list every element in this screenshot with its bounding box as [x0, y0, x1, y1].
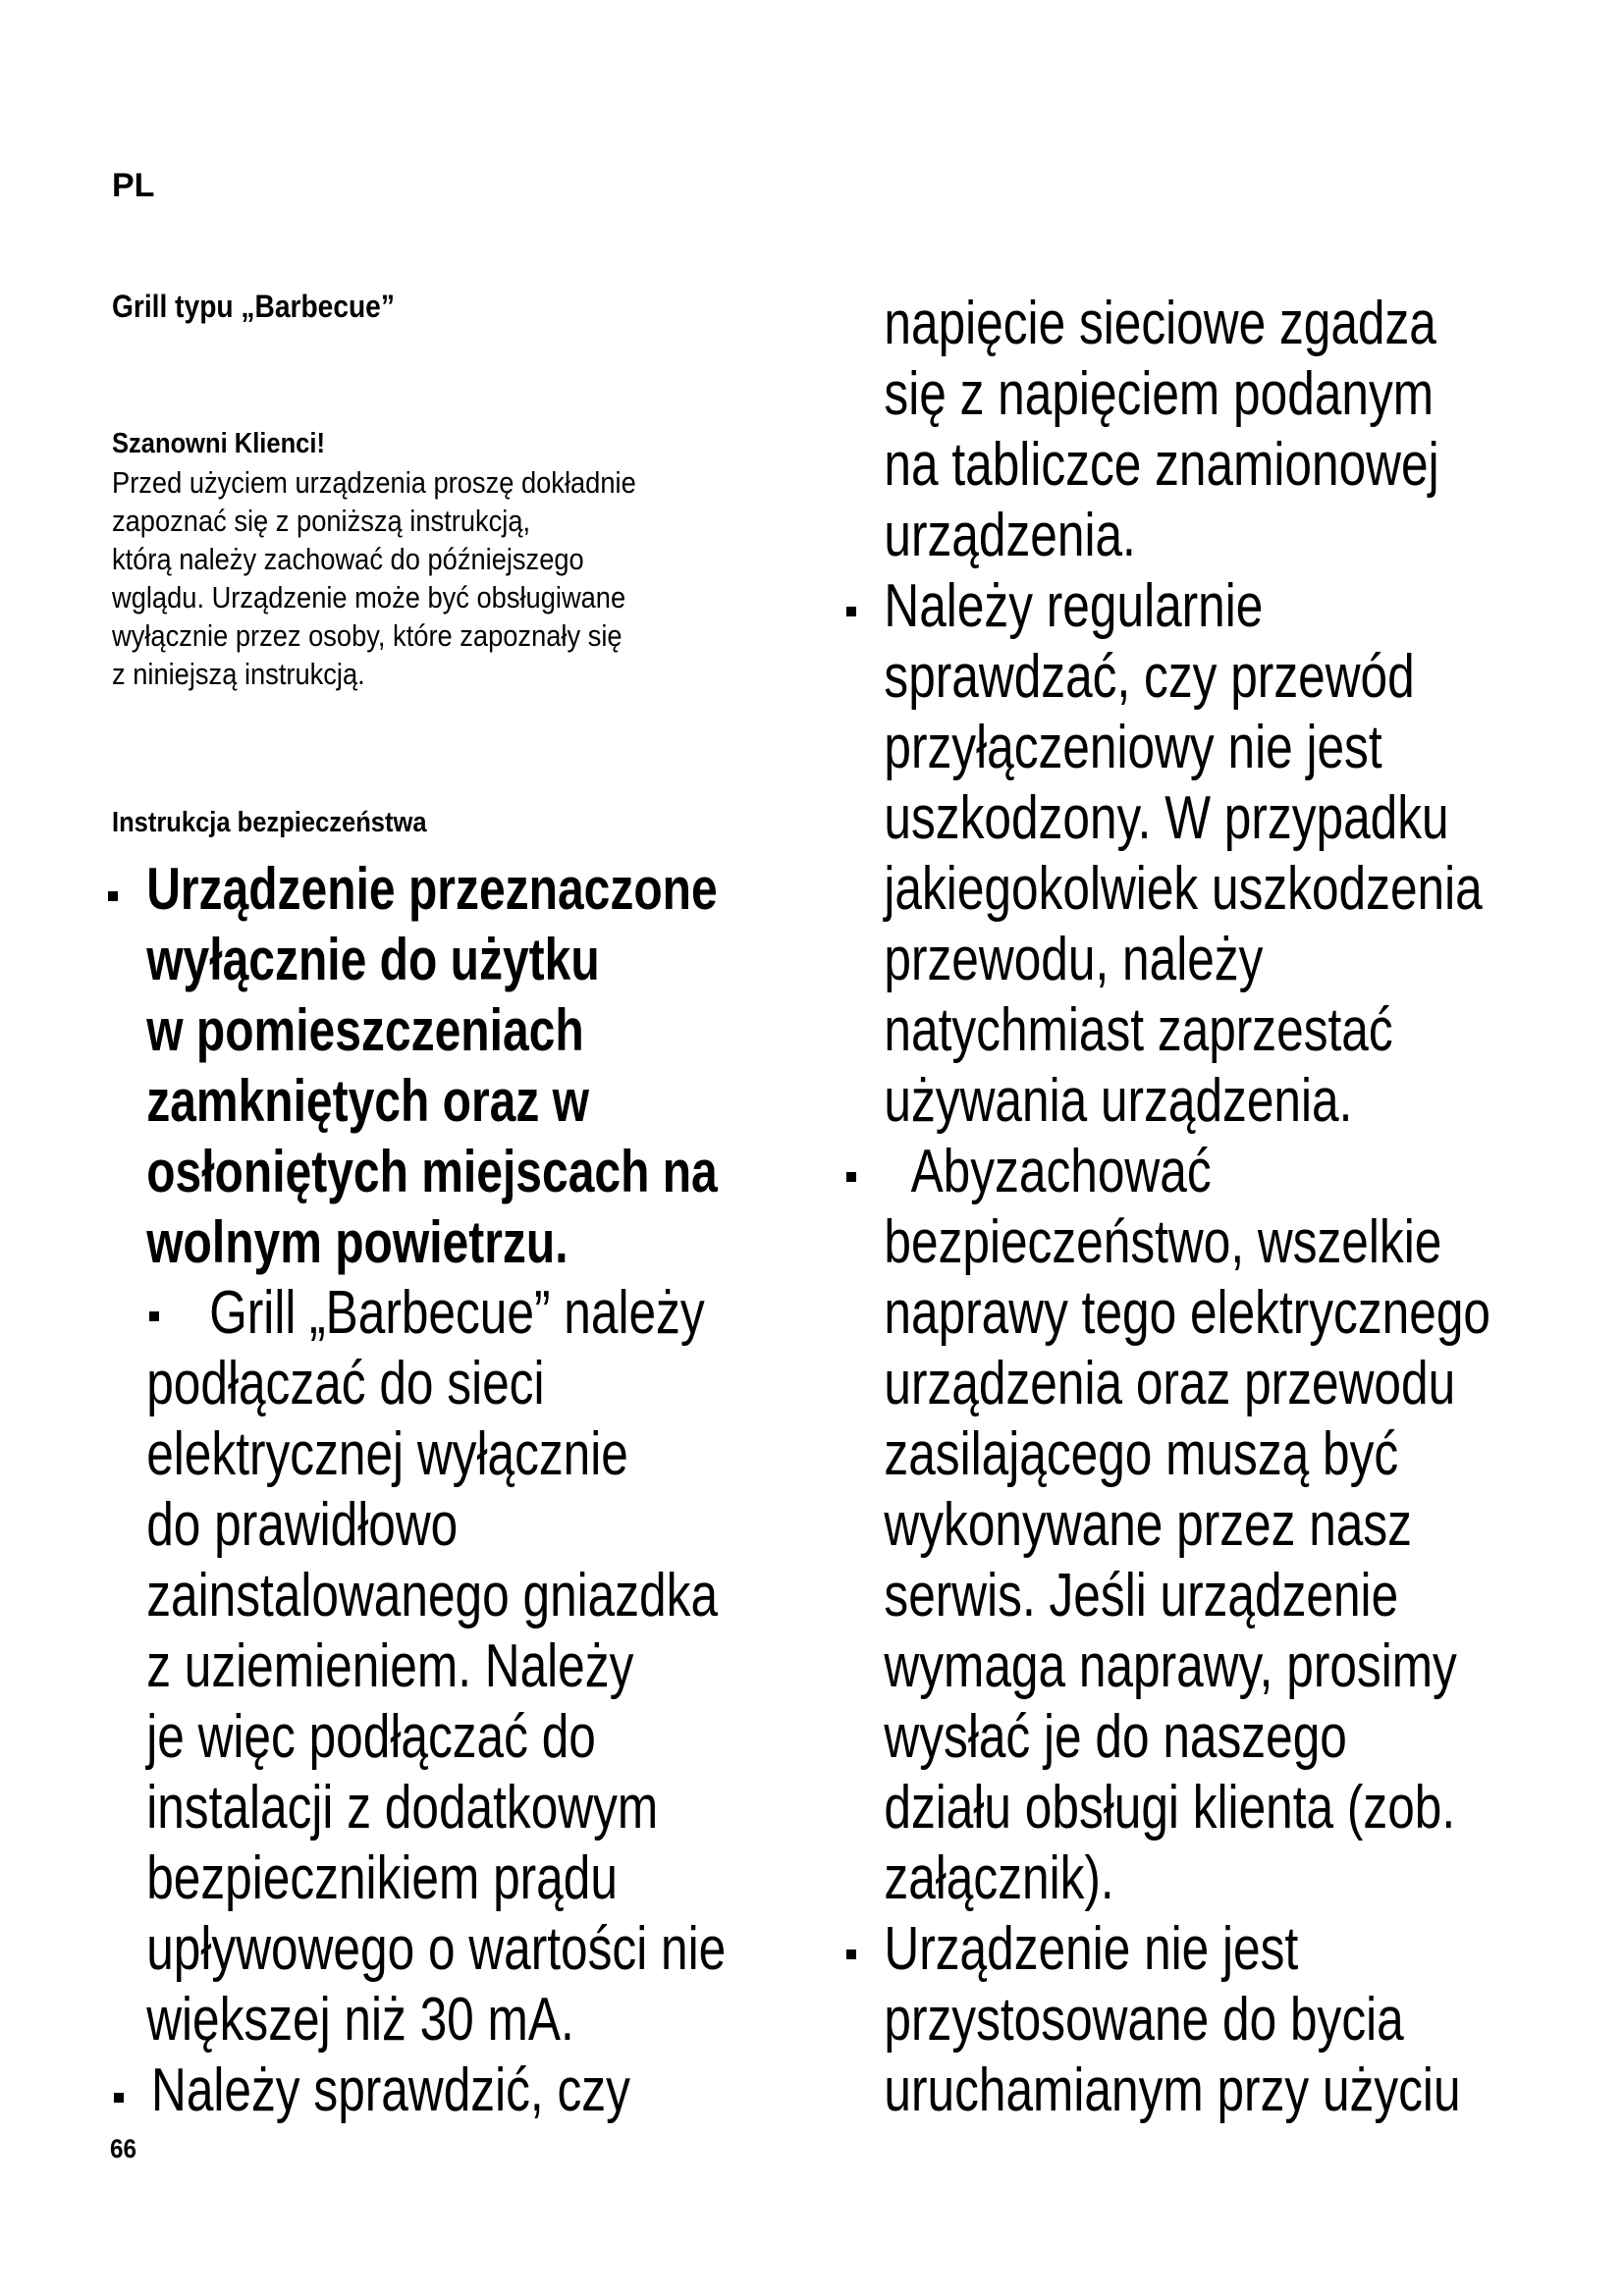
item-line: uszkodzony. W przypadku	[884, 784, 1449, 852]
item-line: napięcie sieciowe zgadza	[884, 290, 1436, 357]
item-line: przystosowane do bycia	[884, 1986, 1404, 2054]
left-column	[112, 854, 839, 2126]
item-text	[112, 1278, 853, 2056]
intro-line: którą należy zachować do późniejszego	[112, 542, 584, 576]
item-line: przewodu, należy	[884, 926, 1264, 993]
item-line: Urządzenie przeznaczone	[146, 856, 718, 922]
safety-item-voltage-continued	[846, 289, 1553, 571]
document-title: Grill typu „Barbecue”	[112, 289, 395, 324]
item-line: używania urządzenia.	[884, 1067, 1353, 1135]
safety-heading: Instrukcja bezpieczeństwa	[112, 807, 427, 838]
item-line: bezpiecznikiem prądu	[146, 1844, 618, 1912]
item-line: bezpieczeństwo, wszelkie	[884, 1208, 1442, 1276]
item-text	[112, 2056, 858, 2126]
item-line: je więc podłączać do	[146, 1703, 596, 1771]
item-line: uruchamianym przy użyciu	[884, 2056, 1461, 2124]
item-text	[846, 1137, 1591, 1914]
item-line: urządzenia.	[884, 502, 1136, 569]
item-line: Grill „Barbecue” należy	[209, 1279, 705, 1347]
item-line: upływowego o wartości nie	[146, 1915, 727, 1983]
item-line: podłączać do sieci	[146, 1350, 545, 1417]
item-line: elektrycznej wyłącznie	[146, 1420, 628, 1488]
item-line: większej niż 30 mA.	[146, 1986, 574, 2054]
item-line: sprawdzać, czy przewód	[884, 643, 1415, 711]
item-line: wysłać je do naszego	[884, 1703, 1347, 1771]
item-line: wymaga naprawy, prosimy	[884, 1632, 1457, 1700]
safety-item-grounded-socket	[112, 1278, 839, 2056]
intro-line: wyłącznie przez osoby, które zapoznały się	[112, 618, 623, 653]
right-column	[846, 289, 1553, 2126]
intro-line: z niniejszą instrukcją.	[112, 657, 365, 691]
item-line: do prawidłowo	[146, 1491, 459, 1559]
intro-line: wglądu. Urządzenie może być obsługiwane	[112, 580, 626, 614]
item-line: naprawy tego elektrycznego	[884, 1279, 1491, 1347]
item-line: w pomieszczeniach	[146, 997, 584, 1063]
safety-item-inspect-cable	[846, 571, 1553, 1137]
item-text	[112, 854, 853, 1278]
intro-line: zapoznać się z poniższą instrukcją,	[112, 504, 531, 538]
item-line: przyłączeniowy nie jest	[884, 714, 1382, 781]
item-line: osłoniętych miejscach na	[146, 1139, 718, 1204]
item-line: urządzenia oraz przewodu	[884, 1350, 1456, 1417]
item-line: Należy regularnie	[884, 572, 1264, 640]
item-line: działu obsługi klienta (zob.	[884, 1774, 1456, 1842]
intro-section	[112, 424, 858, 693]
item-line: wykonywane przez nasz	[884, 1491, 1412, 1559]
item-line: Urządzenie nie jest	[884, 1915, 1299, 1983]
safety-item-external-timer	[846, 1914, 1553, 2126]
language-label: PL	[112, 167, 155, 204]
item-line: jakiegokolwiek uszkodzenia	[884, 855, 1483, 923]
page-number: 66	[110, 2134, 137, 2163]
item-line: zainstalowanego gniazdka	[146, 1562, 719, 1629]
item-line: się z napięciem podanym	[884, 360, 1435, 428]
item-line: z uziemieniem. Należy	[146, 1632, 634, 1700]
item-line: natychmiast zaprzestać	[884, 996, 1393, 1064]
item-text	[846, 289, 1591, 571]
item-line: instalacji z dodatkowym	[146, 1774, 659, 1842]
item-line: Abyzachować	[910, 1138, 1212, 1205]
item-line: wolnym powietrzu.	[146, 1209, 568, 1275]
intro-line: Przed użyciem urządzenia proszę dokładnie	[112, 465, 636, 500]
safety-item-service-repairs	[846, 1137, 1553, 1914]
item-line: załącznik).	[884, 1844, 1114, 1912]
item-line: zasilającego muszą być	[884, 1420, 1399, 1488]
safety-item-indoor-use	[112, 854, 839, 1278]
item-line: zamkniętych oraz w	[146, 1068, 590, 1134]
intro-paragraph	[112, 463, 794, 693]
item-line: wyłącznie do użytku	[146, 927, 600, 992]
item-line: na tabliczce znamionowej	[884, 431, 1439, 499]
item-text	[846, 571, 1591, 1137]
item-line: serwis. Jeśli urządzenie	[884, 1562, 1399, 1629]
item-text	[846, 1914, 1591, 2126]
item-line: Należy sprawdzić, czy	[151, 2056, 630, 2124]
safety-item-check-voltage	[112, 2056, 839, 2126]
intro-heading: Szanowni Klienci!	[112, 428, 325, 459]
